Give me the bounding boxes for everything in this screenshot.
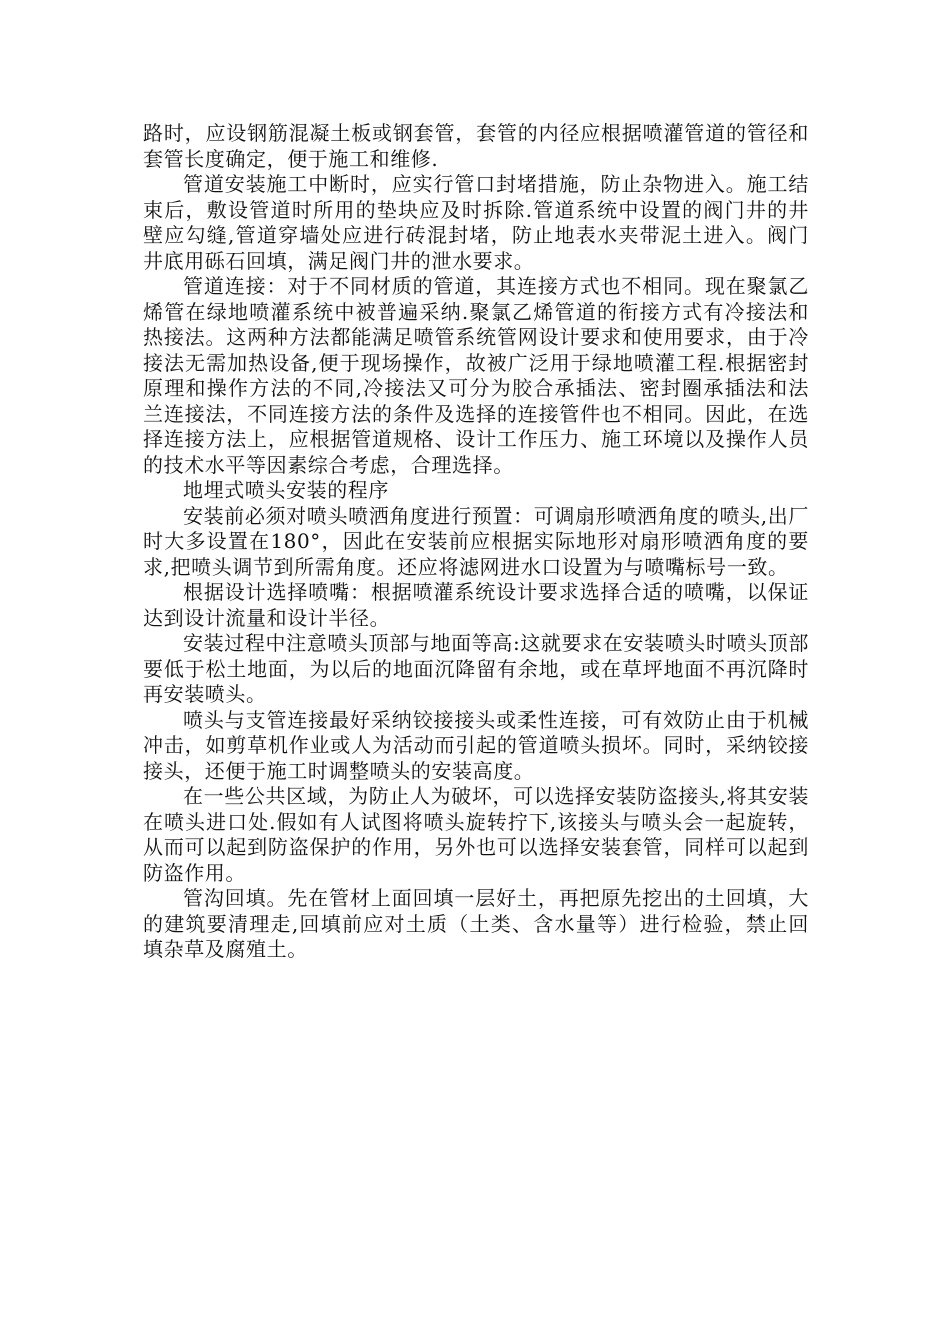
paragraph-branch-connection: 喷头与支管连接最好采纳铰接接头或柔性连接，可有效防止由于机械冲击，如剪草机作业或人为活动而引起的管道喷头损坏。同时，采纳铰接接头，还便于施工时调整喷头的安装高度。 — [143, 707, 809, 783]
paragraph-nozzle-selection: 根据设计选择喷嘴：根据喷灌系统设计要求选择合适的喷嘴，以保证达到设计流量和设计半径。 — [143, 580, 809, 630]
paragraph-continued: 路时，应设钢筋混凝土板或钢套管，套管的内径应根据喷灌管道的管径和套管长度确定，便于施工和维修. — [143, 121, 809, 171]
paragraph-pipe-connection: 管道连接：对于不同材质的管道，其连接方式也不相同。现在聚氯乙烯管在绿地喷灌系统中被普遍采纳.聚氯乙烯管道的衔接方式有冷接法和热接法。这两种方法都能满足喷管系统管网设计要求和使用要求，由于冷接法无需加热设备,便于现场操作，故被广泛用于绿地喷灌工程.根据密封原理和操作方法的不同,冷接法又可分为胶合承插法、密封圈承插法和法兰连接法，不同连接方法的条件及选择的连接管件也不相同。因此，在选择连接方法上，应根据管道规格、设计工作压力、施工环境以及操作人员的技术水平等因素综合考虑，合理选择。 — [143, 274, 809, 477]
paragraph-pipe-interruption: 管道安装施工中断时，应实行管口封堵措施，防止杂物进入。施工结束后，敷设管道时所用的垫块应及时拆除.管道系统中设置的阀门井的井壁应勾缝,管道穿墙处应进行砖混封堵，防止地表水夹带泥土进入。阀门井底用砾石回填，满足阀门井的泄水要求。 — [143, 172, 809, 273]
document-body — [143, 121, 809, 963]
section-heading-sprinkler-procedure: 地埋式喷头安装的程序 — [183, 478, 389, 502]
paragraph-anti-theft: 在一些公共区域，为防止人为破坏，可以选择安装防盗接头,将其安装在喷头进口处.假如有人试图将喷头旋转拧下,该接头与喷头会一起旋转，从而可以起到防盗保护的作用，另外也可以选择安装套管，同样可以起到防盗作用。 — [143, 784, 809, 885]
paragraph-angle-preset: 安装前必须对喷头喷洒角度进行预置：可调扇形喷洒角度的喷头,出厂时大多设置在180°，因此在安装前应根据实际地形对扇形喷洒角度的要求,把喷头调节到所需角度。还应将滤网进水口设置为与喷嘴标号一致。 — [143, 503, 809, 579]
paragraph-trench-backfill: 管沟回填。先在管材上面回填一层好土，再把原先挖出的土回填，大的建筑要清理走,回填前应对土质（土类、含水量等）进行检验，禁止回填杂草及腐殖土。 — [143, 886, 809, 961]
paragraph-head-height: 安装过程中注意喷头顶部与地面等高:这就要求在安装喷头时喷头顶部要低于松土地面，为以后的地面沉降留有余地，或在草坪地面不再沉降时再安装喷头。 — [143, 631, 809, 706]
